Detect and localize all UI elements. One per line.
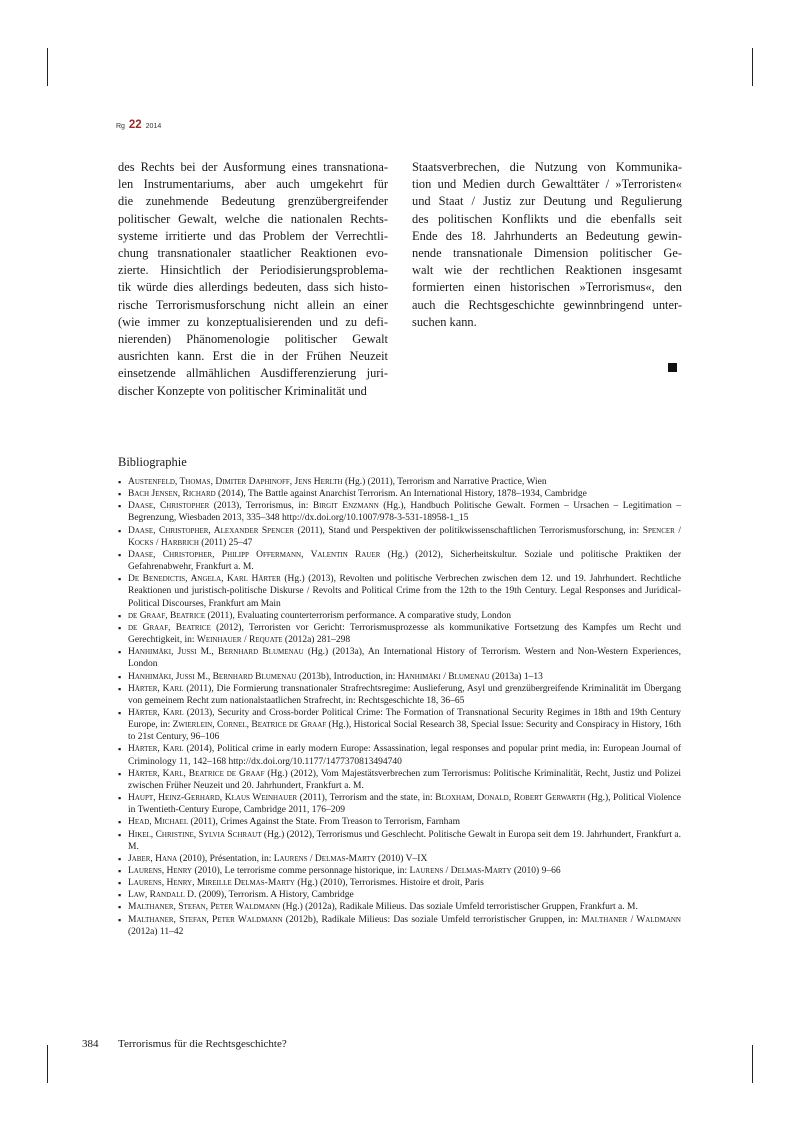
entry-text: (2011), Die Formierung transnationaler Strafrechtsregime: Auslieferung, Asyl und grenzübergreifende Kriminalität im Übergang von gemeinem Recht zum nationalstaatlichen Strafrecht, in: Rechtsgeschichte 18, 36–65 <box>128 683 682 706</box>
bibliography-entry <box>118 476 681 488</box>
bibliography-entry <box>118 768 681 792</box>
entry-author: Birgit Enzmann <box>312 501 379 512</box>
entry-author: Bloxham, Donald, Robert Gerwarth <box>435 793 586 804</box>
text-line: formierten einen historischen »Terrorismus«, den <box>412 280 682 295</box>
text-line: und Staat / Justiz zur Deutung und Regulierung <box>412 194 682 209</box>
text-line: len Instrumentariums, aber auch umgekehrt für <box>118 177 388 192</box>
text-line: chung transnationaler staatlicher Reaktionen evo- <box>118 246 388 261</box>
entry-text: (2010), Présentation, in: <box>177 853 274 864</box>
text-line: ausrichten kann. Erst die in der Frühen Neuzeit <box>118 349 388 364</box>
bibliography-entry <box>118 646 681 670</box>
text-line: nierenden) Phänomenologie politischer Gewalt <box>118 332 388 347</box>
bibliography-entry <box>118 829 681 853</box>
bibliography-entry <box>118 671 681 683</box>
entry-author: Laurens, Henry <box>128 866 193 876</box>
bibliography-entry <box>118 525 681 549</box>
entry-text: (Hg.) (2012a), Radikale Milieus. Das soziale Umfeld terroristischer Gruppen, Frankfurt a. M. <box>280 902 638 913</box>
bibliography-entry <box>118 901 681 913</box>
footer-title: Terrorismus für die Rechtsgeschichte? <box>118 1038 287 1050</box>
bibliography-entry <box>118 877 681 889</box>
entry-text: (2010) V–IX <box>375 853 428 864</box>
entry-author: Hanhimäki, Jussi M., Bernhard Blumenau <box>128 671 297 682</box>
entry-author: De Benedictis, Angela, Karl Härter <box>128 574 281 585</box>
bibliography-entry <box>118 816 681 828</box>
text-line: Ende des 18. Jahrhunderts an Bedeutung gewin- <box>412 228 682 243</box>
page-number: 384 <box>82 1038 99 1050</box>
bibliography-entry <box>118 853 681 865</box>
entry-author: Laurens / Delmas-Marty <box>273 853 376 864</box>
year: 2014 <box>145 123 162 130</box>
entry-text: (2013), Security and Cross-border Political Crime: The Formation of Transnational Security Regimes in 18th and 19th Century Europe, in: <box>128 707 681 731</box>
running-head <box>116 119 161 131</box>
entry-text: (2012a) 281–298 <box>282 635 351 646</box>
entry-author: Weinhauer / Requate <box>196 635 283 646</box>
entry-text: (Hg.) (2012), Sicherheitskultur. Soziale und politische Praktiken der Gefahrenabwehr, Frankfurt a. M. <box>128 549 681 573</box>
bibliography-entry <box>118 500 681 524</box>
entry-author: Laurens, Henry, Mireille Delmas-Marty <box>128 878 295 889</box>
entry-text: (Hg.) (2011), Terrorism and Narrative Practice, Wien <box>342 477 547 487</box>
entry-text: (Hg.) (2013), Revolten und politische Verbrechen zwischen dem 12. und 19. Jahrhundert. Rechtliche Reaktionen und juristisch-politische Diskurse / Revolts and Political Crime from the 12th to the 19th Century. Legal Responses and Juridical-Political Discourses, Frankfurt am Main <box>128 574 681 609</box>
entry-author: de Graaf, Beatrice <box>128 622 211 633</box>
entry-text: (2011), Crimes Against the State. From Treason to Terrorism, Farnham <box>188 817 461 828</box>
issue-number: 22 <box>128 119 142 131</box>
entry-text: (Hg.), Handbuch Politische Gewalt. Formen – Ursachen – Legitimation – Begrenzung, Wiesbaden 2013, 335–348 http://dx.doi.org/10.1007/978-3-531-18958-1_15 <box>128 501 681 524</box>
text-line: walt wie der rechtlichen Reaktionen insgesamt <box>412 263 682 278</box>
entry-author: Daase, Christopher, Philipp Offermann, Valentin Rauer <box>128 549 381 560</box>
text-line: suchen kann. <box>412 314 477 329</box>
entry-author: Haupt, Heinz-Gerhard, Klaus Weinhauer <box>128 793 298 804</box>
entry-text: (2012b), Radikale Milieus: Das soziale Umfeld terroristischer Gruppen, in: <box>282 914 582 925</box>
crop-mark <box>47 1045 48 1083</box>
entry-text: (2011), Evaluating counterterrorism performance. A comparative study, London <box>205 610 511 621</box>
bibliography-heading: Bibliographie <box>118 455 187 469</box>
entry-text: (2012a) 11–42 <box>128 926 184 937</box>
entry-author: Bach Jensen, Richard <box>128 489 216 500</box>
entry-text: (2011) 25–47 <box>198 537 253 548</box>
entry-author: Jaber, Hana <box>128 853 178 864</box>
entry-author: Zwierlein, Cornel, Beatrice de Graaf <box>172 720 327 731</box>
entry-author: Malthaner, Stefan, Peter Waldmann <box>128 914 283 925</box>
entry-author: Daase, Christopher, Alexander Spencer <box>128 525 295 536</box>
entry-text: (Hg.) (2010), Terrorismes. Histoire et droit, Paris <box>294 878 484 889</box>
bibliography-list <box>118 476 681 938</box>
bibliography-entry <box>118 610 681 622</box>
text-line: des Rechts bei der Ausformung eines transnationa- <box>118 160 388 174</box>
body-column-left <box>118 159 388 400</box>
bibliography-entry <box>118 683 681 707</box>
entry-text: (2009), Terrorism. A History, Cambridge <box>196 890 354 901</box>
entry-author: Laurens / Delmas-Marty <box>409 866 512 876</box>
entry-author: Härter, Karl, Beatrice de Graaf <box>128 768 265 779</box>
entry-text: (2013a) 1–13 <box>489 671 543 682</box>
text-line: (wie immer zu konzeptualisierenden und zu defi- <box>118 314 388 329</box>
entry-author: Daase, Christopher <box>128 501 210 512</box>
bibliography-entry <box>118 889 681 901</box>
body-column-right <box>412 159 682 331</box>
text-line: einsetzende allmählichen Ausdifferenzierung juri- <box>118 366 388 381</box>
text-line: nende transnationale Dimension politischer Ge- <box>412 246 682 261</box>
text-line: discher Konzepte von politischer Kriminalität und <box>118 383 367 398</box>
entry-author: de Graaf, Beatrice <box>128 610 206 621</box>
entry-author: Head, Michael <box>128 817 189 828</box>
bibliography-entry <box>118 743 681 767</box>
entry-author: Härter, Karl <box>128 744 184 755</box>
entry-text: (2014), Political crime in early modern Europe: Assassination, legal responses and popular print media, in: European Journal of Criminology 11, 142–168 http://dx.doi.org/10.1177/1477370813494740 <box>128 744 681 767</box>
text-line: systeme irritierte und das Problem der Verrechtli- <box>118 228 388 243</box>
text-line: die zunehmende Bedeutung grenzübergreifender <box>118 194 388 209</box>
entry-author: Austenfeld, Thomas, Dimiter Daphinoff, Jens Herlth <box>128 477 343 487</box>
crop-mark <box>752 48 753 86</box>
bibliography-entry <box>118 914 681 938</box>
entry-text: (Hg.) (2013a), An International History of Terrorism. Western and Non-Western Experiences, London <box>128 647 682 670</box>
entry-text: (2014), The Battle against Anarchist Terrorism. An International History, 1878–1934, Cambridge <box>215 489 587 500</box>
entry-text: (2010), Le terrorisme comme personnage historique, in: <box>192 866 410 876</box>
entry-text: (Hg.) (2012), Vom Majestätsverbrechen zum Terrorismus: Politische Kriminalität, Recht, Justiz und Polizei zwischen Früher Neuzeit und 20. Jahrhundert, Frankfurt a. M. <box>128 768 681 791</box>
entry-author: Härter, Karl <box>128 707 184 718</box>
bibliography-entry <box>118 622 681 646</box>
end-of-article-mark <box>668 363 677 372</box>
entry-text: (Hg.), Historical Social Research 38, Special Issue: Security and Conspiracy in History, 16th to 21st Century, 96–106 <box>128 720 681 743</box>
entry-author: Spencer / Kocks / Harbrich <box>128 525 682 548</box>
bibliography-entry <box>118 707 681 743</box>
bibliography-entry <box>118 573 681 609</box>
text-line: Staatsverbrechen, die Nutzung von Kommunika- <box>412 160 682 174</box>
entry-text: (2012), Terroristen vor Gericht: Terrorismusprozesse als kommunikative Fortsetzung des Kampfes um Recht und Gerechtigkeit, in: <box>128 622 681 646</box>
entry-text: (2011), Stand und Perspektiven der politikwissenschaftlichen Terrorismusforschung, in: <box>294 525 643 536</box>
entry-author: Hikel, Christine, Sylvia Schraut <box>128 829 262 840</box>
entry-author: Law, Randall D. <box>128 890 197 901</box>
entry-author: Malthaner / Waldmann <box>581 914 681 925</box>
crop-mark <box>47 48 48 86</box>
text-line: des politischen Konflikts und die ebenfalls seit <box>412 211 682 226</box>
text-line: rische Terrorismusforschung nicht allein an einer <box>118 297 388 312</box>
entry-text: (2013b), Introduction, in: <box>296 671 398 682</box>
entry-text: (2010) 9–66 <box>511 866 561 876</box>
bibliography-entry <box>118 865 681 877</box>
entry-text: (Hg.), Political Violence in Twentieth-Century Europe, Cambridge 2011, 176–209 <box>128 793 681 816</box>
entry-text: (Hg.) (2012), Terrorismus und Geschlecht. Politische Gewalt in Europa seit dem 19. Jahrhundert, Frankfurt a. M. <box>128 829 681 852</box>
crop-mark <box>752 1045 753 1083</box>
text-line: tion und Medien durch Gewalttäter / »Terroristen« <box>412 177 682 192</box>
entry-author: Härter, Karl <box>128 683 184 694</box>
entry-text: (2011), Terrorism and the state, in: <box>297 793 436 804</box>
entry-author: Hanhimäki, Jussi M., Bernhard Blumenau <box>128 647 304 658</box>
text-line: politischer Gewalt, welche die nationalen Rechts- <box>118 211 388 226</box>
text-line: tik würde dies allerdings bedeuten, dass sich histo- <box>118 280 388 295</box>
bibliography-entry <box>118 549 681 573</box>
text-line: zierte. Hinsichtlich der Periodisierungsproblema- <box>118 263 388 278</box>
entry-author: Malthaner, Stefan, Peter Waldmann <box>128 902 281 913</box>
text-line: auch die Rechtsgeschichte gewinnbringend unter- <box>412 297 682 312</box>
bibliography-entry <box>118 792 681 816</box>
journal-abbrev: Rg <box>116 123 125 130</box>
entry-author: Hanhimäki / Blumenau <box>397 671 490 682</box>
entry-text: (2013), Terrorismus, in: <box>209 501 313 512</box>
bibliography-entry <box>118 488 681 500</box>
